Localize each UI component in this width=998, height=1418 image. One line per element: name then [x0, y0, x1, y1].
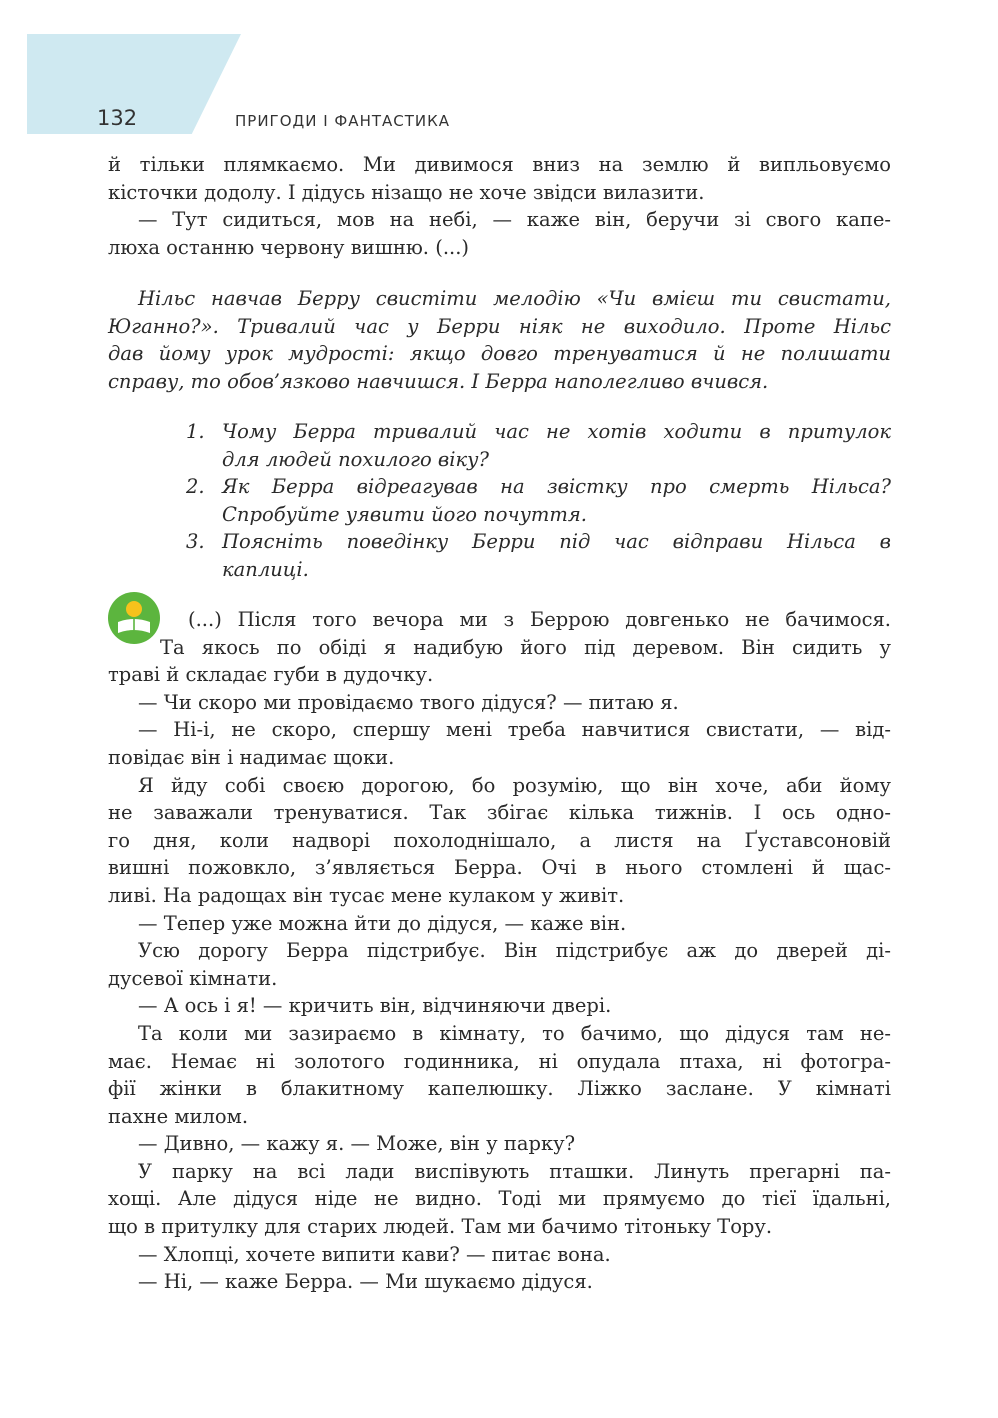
text-line: має. Немає ні золотого годинника, ні опудала птаха, ні фотогра-: [108, 1049, 891, 1073]
question-text: каплиці.: [222, 557, 309, 581]
summary-text: [108, 285, 891, 395]
text-line: — Тепер уже можна йти до дідуся, — каже він.: [138, 911, 627, 935]
text-line: вишні пожовкло, з’являється Берра. Очі в нього стомлені й щас-: [108, 856, 891, 880]
text-line: пахне милом.: [108, 1104, 249, 1128]
top-text: [108, 151, 891, 261]
question-item: [186, 418, 891, 446]
text-line: Та якось по обіді я надибую його під деревом. Він сидить у: [160, 635, 891, 659]
text-line: го дня, коли надворі похолоднішало, а листя на Ґуставсоновій: [108, 828, 891, 852]
text-line: фії жінки в блакитному капелюшку. Ліжко заслане. У кімнаті: [108, 1077, 891, 1101]
text-line: не заважали тренуватися. Так збігає кілька тижнів. І ось одно-: [108, 801, 891, 825]
text-line: люха останню червону вишню. (...): [108, 235, 470, 259]
text-line: повідає він і надимає щоки.: [108, 745, 395, 769]
main-text: [108, 606, 891, 1296]
text-line: — Тут сидиться, мов на небі, — каже він, беручи зі свого капе-: [138, 208, 891, 232]
question-item: [186, 473, 891, 501]
text-line: ливі. На радощах він тусає мене кулаком у живіт.: [108, 883, 625, 907]
text-line: траві й складає губи в дудочку.: [108, 663, 434, 687]
question-item: [186, 528, 891, 556]
question-text: для людей похилого віку?: [222, 447, 489, 471]
text-line: Та коли ми зазираємо в кімнату, то бачимо, що дідуся там не-: [138, 1021, 891, 1045]
section-title: ПРИГОДИ І ФАНТАСТИКА: [235, 112, 451, 130]
text-line: дав йому урок мудрості: якщо довго тренуватися й не полишати: [108, 342, 891, 366]
text-line: — А ось і я! — кричить він, відчиняючи двері.: [138, 994, 612, 1018]
question-text: Спробуйте уявити його почуття.: [222, 502, 588, 526]
text-line: У парку на всі лади виспівують пташки. Линуть прегарні па-: [138, 1159, 891, 1183]
text-line: Нільс навчав Берру свистіти мелодію «Чи вмієш ти свистати,: [138, 287, 891, 310]
text-line: — Хлопці, хочете випити кави? — питає вона.: [138, 1242, 611, 1266]
question-number: 3.: [186, 530, 205, 554]
text-line: Я йду собі своєю дорогою, бо розумію, що він хоче, аби йому: [138, 773, 891, 797]
text-line: хощі. Але дідуся ніде не видно. Тоді ми прямуємо до тієї їдальні,: [108, 1187, 891, 1211]
questions-list: [186, 418, 891, 584]
question-text: Як Берра відреагував на звістку про смерть Нільса?: [222, 475, 891, 499]
text-line: що в притулку для старих людей. Там ми бачимо тітоньку Тору.: [108, 1215, 773, 1239]
question-text: Чому Берра тривалий час не хотів ходити в притулок: [222, 420, 891, 443]
text-line: Юганно?». Тривалий час у Берри ніяк не виходило. Проте Нільс: [108, 314, 891, 338]
text-line: дусевої кімнати.: [108, 966, 278, 990]
text-line: кісточки додолу. І дідусь нізащо не хоче звідси вилазити.: [108, 180, 705, 204]
question-number: 1.: [186, 420, 205, 443]
text-line: й тільки плямкаємо. Ми дивимося вниз на землю й випльовуємо: [108, 153, 891, 176]
text-line: — Ні, — каже Берра. — Ми шукаємо дідуся.: [138, 1270, 593, 1294]
text-line: (...) Після того вечора ми з Беррою довгенько не бачимося.: [188, 608, 891, 631]
text-line: Усю дорогу Берра підстрибує. Він підстрибує аж до дверей ді-: [138, 939, 891, 963]
page-number: 132: [97, 106, 138, 130]
question-text: Поясніть поведінку Берри під час відправи Нільса в: [222, 530, 891, 554]
text-line: — Ні-і, не скоро, спершу мені треба навчитися свистати, — від-: [138, 718, 891, 742]
question-number: 2.: [186, 475, 205, 499]
text-line: — Чи скоро ми провідаємо твого дідуся? — питаю я.: [138, 690, 679, 714]
text-line: — Дивно, — кажу я. — Може, він у парку?: [138, 1132, 576, 1156]
text-line: справу, то обов’язково навчишся. І Берра наполегливо вчився.: [108, 369, 769, 393]
